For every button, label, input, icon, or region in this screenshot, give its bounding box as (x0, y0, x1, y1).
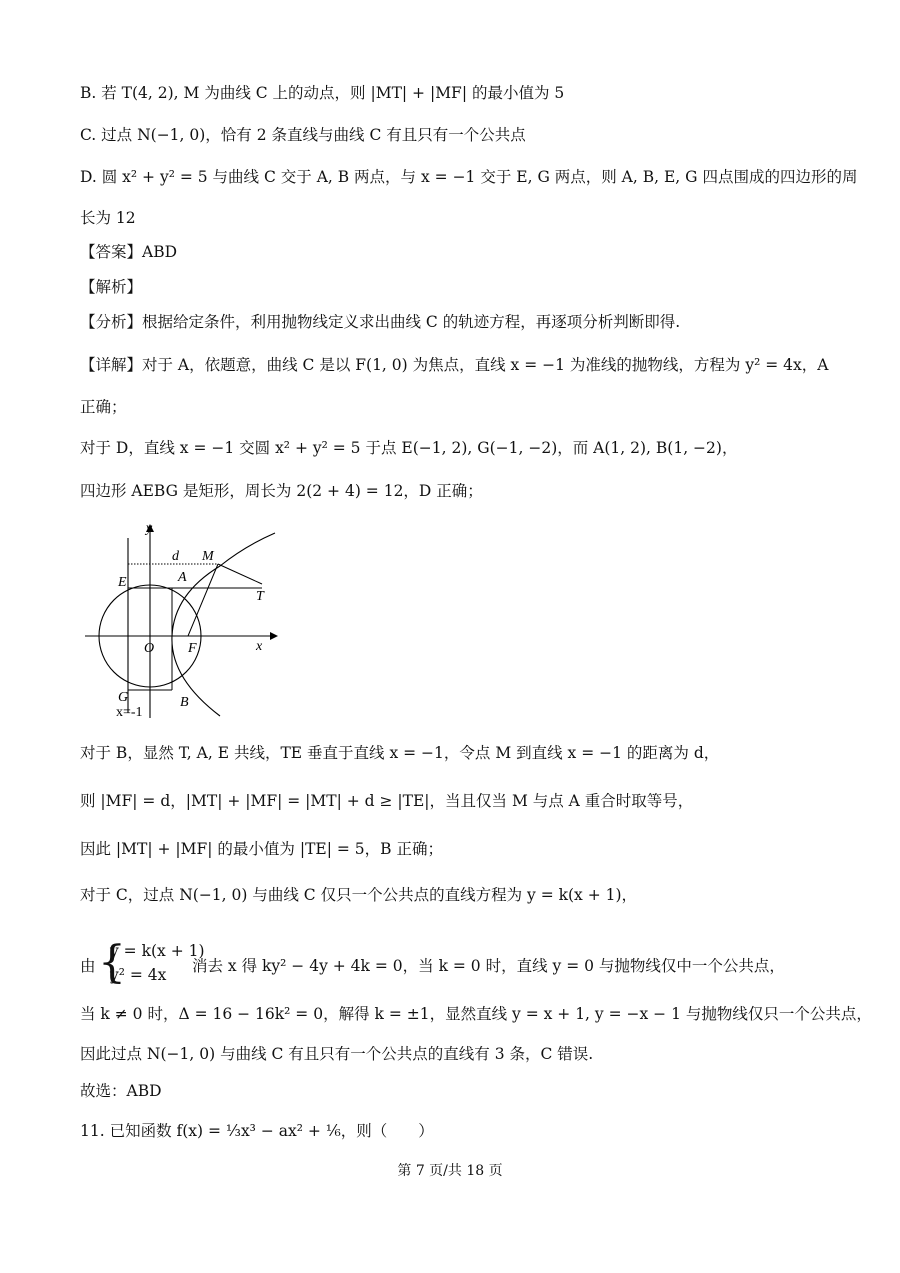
label-y: y (146, 521, 153, 536)
question-11: 11. 已知函数 f(x) = ⅓x³ − ax² + ⅙，则（ ） (80, 1122, 434, 1140)
system-row-1: y = k(x + 1) (110, 942, 205, 960)
label-B: B (180, 695, 189, 710)
answer: 【答案】ABD (80, 243, 178, 261)
label-A: A (178, 570, 187, 585)
detail-c-line3: 当 k ≠ 0 时，Δ = 16 − 16k² = 0，解得 k = ±1，显然直线 y = x + 1, y = −x − 1 与抛物线仅只一个公共点， (80, 1005, 872, 1023)
parabola-circle-figure (80, 518, 280, 723)
label-x: x (256, 639, 263, 654)
option-d-line1: D. 圆 x² + y² = 5 与曲线 C 交于 A, B 两点，与 x = −1 交于 E, G 两点，则 A, B, E, G 四点围成的四边形的周 (80, 168, 858, 186)
option-d-line2: 长为 12 (80, 209, 136, 227)
x-axis-arrow (270, 632, 278, 640)
detail-a-line1: 【详解】对于 A，依题意，曲线 C 是以 F(1, 0) 为焦点，直线 x = −1 为准线的抛物线，方程为 y² = 4x，A (80, 356, 829, 374)
label-G: G (118, 690, 129, 705)
label-E: E (118, 575, 127, 590)
line-MT (218, 564, 262, 584)
detail-b-line2: 则 |MF| = d，|MT| + |MF| = |MT| + d ≥ |TE|，当且仅当 M 与点 A 重合时取等号， (80, 792, 694, 810)
line-MF (188, 564, 218, 636)
label-M: M (202, 549, 214, 564)
parabola (172, 533, 275, 716)
detail-b-line3: 因此 |MT| + |MF| 的最小值为 |TE| = 5，B 正确； (80, 840, 443, 858)
system-row-2: y² = 4x (110, 966, 167, 984)
detail-c-line4: 因此过点 N(−1, 0) 与曲线 C 有且只有一个公共点的直线有 3 条，C 错误. (80, 1045, 594, 1063)
left-brace: { (98, 937, 126, 988)
analysis-summary: 【分析】根据给定条件，利用抛物线定义求出曲线 C 的轨迹方程，再逐项分析判断即得. (80, 313, 681, 331)
label-F: F (188, 641, 197, 656)
label-directrix: x=-1 (116, 705, 143, 720)
system-suffix: 消去 x 得 ky² − 4y + 4k = 0，当 k = 0 时，直线 y = 0 与抛物线仅中一个公共点， (192, 957, 785, 975)
label-O: O (144, 641, 155, 656)
final-choice: 故选：ABD (80, 1082, 162, 1100)
analysis-title: 【解析】 (80, 278, 143, 296)
detail-b-line1: 对于 B，显然 T, A, E 共线，TE 垂直于直线 x = −1，令点 M 到直线 x = −1 的距离为 d， (80, 744, 720, 762)
system-prefix: 由 (80, 957, 96, 975)
label-T: T (256, 589, 264, 604)
detail-c-line1: 对于 C，过点 N(−1, 0) 与曲线 C 仅只一个公共点的直线方程为 y = k(x + 1)， (80, 886, 638, 904)
label-d: d (172, 549, 179, 564)
page-footer: 第 7 页/共 18 页 (397, 1163, 503, 1179)
detail-d-line1: 对于 D，直线 x = −1 交圆 x² + y² = 5 于点 E(−1, 2), G(−1, −2)，而 A(1, 2), B(1, −2)， (80, 439, 738, 457)
option-c: C. 过点 N(−1, 0)，恰有 2 条直线与曲线 C 有且只有一个公共点 (80, 126, 526, 144)
detail-d-line2: 四边形 AEBG 是矩形，周长为 2(2 + 4) = 12，D 正确； (80, 482, 483, 500)
detail-a-line2: 正确； (80, 398, 127, 416)
option-b: B. 若 T(4, 2), M 为曲线 C 上的动点，则 |MT| + |MF| 的最小值为 5 (80, 84, 565, 102)
